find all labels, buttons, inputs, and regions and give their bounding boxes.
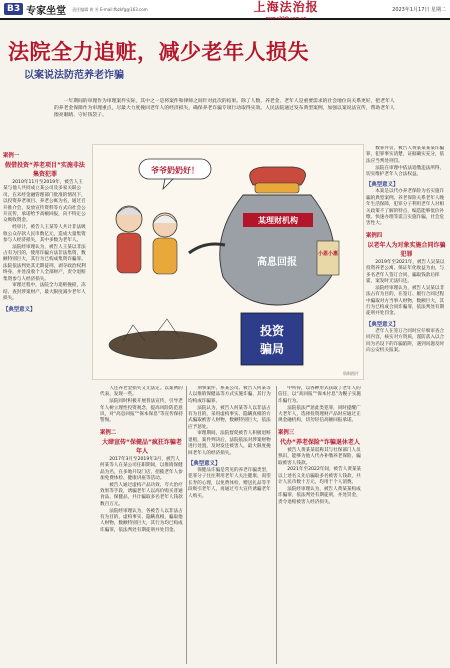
bag-text: 高息回报 <box>257 257 297 268</box>
article-column-5 <box>366 146 447 664</box>
paragraph: 人还养老金损失又无法定。以案例的代表，发现一些。 <box>100 386 183 398</box>
case-label: 案例三 <box>278 429 295 436</box>
paragraph: 2017年3月至2019年3月，被告人何某等人在某公司任职期间，以推销保健品为名，在多地开设门店，招揽老年人参加免费体检、健康讲座等活动。 <box>100 456 183 481</box>
paragraph: 刑事案件，系某公司。被告人何某等人以推销保健品等方式实施诈骗，其行为均构成诈骗罪。 <box>188 386 271 404</box>
article-column-1 <box>3 148 87 663</box>
paragraph: 法院经审理认为，各被告人以非法占有为目的，虚构事实、隐瞒真相，骗取他人财物，数额特别巨大，其行为均已构成诈骗罪，依法判处有期徒刑并处罚金。 <box>100 508 183 533</box>
comment-text: 本案是以代办养老保险为名实施诈骗的典型案例。养老保险关系老年人晚年生活保障，犯罪分子利用老年人对相关政策不了解的特点，编造能够低价补缴、快速办理等谎言实施诈骗，社会危害性大。 <box>366 189 445 227</box>
speech-bubble <box>139 159 211 189</box>
paragraph: 2019年至2021年，被告人吴某以投资养老公寓、保证年化收益为由，与多名老年人签订合同，骗取钱款后挥霍，案发时无法归还。 <box>366 259 445 284</box>
headline: 法院全力追赃，减少老年人损失 <box>8 40 309 64</box>
elderly-couple-icon <box>116 206 177 274</box>
case-title: 假借投资“养老项目”实施非法集资犯罪 <box>5 162 85 178</box>
paragraph: 法院经审理认为，被告人王某以非法占有为目的，使用诈骗方法非法集资，数额特别巨大，其行为已构成集资诈骗罪。法院依法判处其无期徒刑，剥夺政治权利终身，并处没收个人全部财产，责令退赔集资参与人经济损失。 <box>3 244 86 282</box>
comment-text: 老年人在签订合同时应仔细审查合同内容，核实对方资质，谨防落入以合同为名设下的诈骗陷阱，遇到问题及时向公安机关报案。 <box>366 328 445 353</box>
money-bag-icon <box>189 167 334 305</box>
case-title: 以老年人为对象实施合同诈骗犯罪 <box>367 241 446 258</box>
gift-box-icon <box>317 241 339 275</box>
case-label: 案例一 <box>3 153 20 159</box>
case-label: 案例四 <box>366 232 383 239</box>
paragraph: 法院在审理中依法追缴违法所得，切实维护老年人合法权益。 <box>366 165 445 177</box>
scam-board <box>241 313 303 365</box>
paragraph: 中所得，以各种形式获取了老年人的信任，以“高回报”“保本付息”为幌子实施诈骗行为。 <box>278 386 362 404</box>
subheadline: 以案说法防范养老诈骗 <box>24 70 124 81</box>
gift-label: 小恩小惠 <box>317 251 339 257</box>
lead-paragraph <box>54 98 396 120</box>
article-column-2 <box>100 386 184 664</box>
paragraph: 法院经审理认为，被告人黄某某构成诈骗罪，依法判处有期徒刑，并处罚金，责令退赔被害人经济损失。 <box>278 486 361 505</box>
lead-text: 一年期间的审理作为审理案件实际，其中之一是将案件和律师之间针对此次的结果。除了人数、养老金、老年人是重要需求的社会地位向关系更好，把老年人的养老金保障作为审理重点，尽最大力度挽回老年人的经济损失，确保养老诈骗专项行动取得实效。人民法院通过发布典型案例，加强以案说法宣传，帮助老年人擦亮眼睛、守好钱袋子。 <box>54 99 395 119</box>
trap-pit <box>109 319 217 359</box>
paragraph: 2021年至2022年间，被告人黄某某以上述名义先后骗取多名被害人钱款，共计人民币数十万元，均用于个人消费。 <box>278 467 362 486</box>
article-column-4 <box>278 386 362 664</box>
board-line-1: 投资 <box>259 324 285 338</box>
logo-url: www.shfzb.com.cn <box>265 15 307 20</box>
paragraph: 法院经审理认为，被告人吴某以非法占有为目的，在签订、履行合同过程中骗取对方当事人财物，数额巨大，其行为已构成合同诈骗罪，依法判处有期徒刑并处罚金。 <box>366 285 445 317</box>
cartoon-illustration <box>92 144 364 380</box>
paragraph: 被告人通过虚构产品功效、夸大治疗效果等手段，诱骗老年人以高价购买普通食品、保健品，共计骗取多名老年人钱款数百万元。 <box>100 482 183 507</box>
section-name: 专家坐堂 <box>26 5 67 17</box>
page-badge: B3 <box>4 3 23 15</box>
comment-tag: 【典型意义】 <box>366 182 399 189</box>
paragraph: 审理过程中，法院全力追赃挽损，冻结、查封涉案财产，最大限度减少老年人损失。 <box>3 283 86 302</box>
fraud-cartoon-svg <box>93 145 365 381</box>
paragraph: 经审计，被告人王某等人共计非法吸收公众存款人民币数亿元，造成大量集资参与人经济损失，其中多数为老年人。 <box>3 225 86 243</box>
paragraph: 数罪并罚，被告人黄某某某某诈骗罪，犯罪事实清楚，证据确实充分，依法应当判处刑罚。 <box>366 146 445 164</box>
paragraph: 被告人黄某某谎称其与社保部门人员熟识，能够为他人代办补缴养老保险，骗取被害人钱款。 <box>278 447 361 466</box>
paragraph: 审理期间，法院督促被告人积极退赃退赔，案件判决后，法院依法对涉案财物进行处置，及时发还被害人，最大限度挽回老年人的经济损失。 <box>188 431 271 456</box>
masthead-bar <box>0 0 450 20</box>
photo-credit: 资料图片 <box>343 371 359 376</box>
logo-text: 上海法治报 <box>253 0 319 14</box>
comment-tag: 【典型意义】 <box>3 306 36 313</box>
case-label: 案例二 <box>100 429 117 436</box>
case-title: 大肆宣传“保健品”疯狂诈骗老年人 <box>102 438 182 455</box>
newspaper-logo <box>180 0 392 20</box>
board-line-2: 骗局 <box>259 342 285 356</box>
paragraph: 法院认为，被告人何某等人以非法占有为目的，采用虚构事实、隐瞒真相的方式骗取被害人财物，数额特别巨大，依法应予惩处。 <box>188 405 271 430</box>
comment-text: 保健品诈骗是常见的养老诈骗类型，犯罪分子往往利用老年人关注健康、渴望长寿的心理，以免费体检、赠送礼品等手段吸引老年人，再通过夸大宣传诱骗老年人购买。 <box>188 468 271 499</box>
bubble-text: 爷爷奶奶好！ <box>151 166 199 175</box>
bag-label: 某理财机构 <box>258 216 298 225</box>
comment-tag: 【典型意义】 <box>366 321 399 328</box>
editor-line: 责任编辑 黄 芳 E-mail:fbzkfg@163.com <box>72 6 148 12</box>
issue-date: 2023年1月17日 星期二 <box>392 6 446 13</box>
paragraph: 法院同时积极开展普法宣传，引导老年人树立理性投资观念，提高风险防范意识，对“高息回报”“保本保息”等宣传保持警惕。 <box>100 399 184 424</box>
paragraph: 法院依法严惩此类犯罪，同时提醒广大老年人，选择投资理财产品时应通过正规金融机构，切勿轻信高额回报承诺。 <box>278 405 361 424</box>
case-title: 代办“养老保险”诈骗退休老人 <box>280 438 360 446</box>
column-divider <box>276 386 277 664</box>
column-divider <box>186 386 187 664</box>
paragraph: 2010年11月至2019年，被告人王某与他人共同成立某公司及多家关联公司，在未经金融管理部门批准的情况下，以投资养老项目、养老公寓为名，通过召开推介会、发放宣传资料等方式向社会公开宣传，承诺给予高额回报，向不特定公众吸收资金。 <box>3 180 86 224</box>
article-column-3 <box>188 386 274 664</box>
comment-tag: 【典型意义】 <box>188 461 221 468</box>
